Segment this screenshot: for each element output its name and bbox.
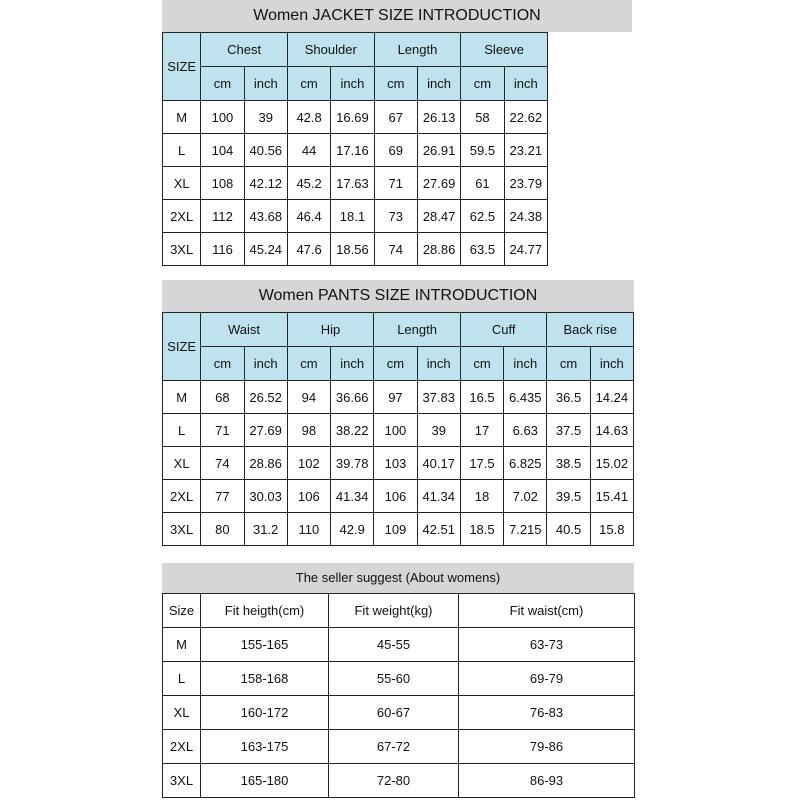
value-cell: 15.02	[590, 447, 633, 480]
pants-unit-cm: cm	[460, 347, 503, 381]
value-cell: 18.1	[331, 200, 374, 233]
value-cell: 46.4	[287, 200, 330, 233]
value-cell: 38.22	[331, 414, 374, 447]
value-cell: 40.5	[547, 513, 590, 546]
size-cell: L	[163, 134, 201, 167]
table-row	[163, 730, 635, 764]
value-cell: 31.2	[244, 513, 287, 546]
value-cell: 18	[460, 480, 503, 513]
size-cell: 3XL	[163, 764, 201, 798]
table-row	[163, 101, 548, 134]
pants-size-header: SIZE	[163, 313, 201, 381]
suggest-header-1: Fit heigth(cm)	[201, 594, 329, 628]
pants-size-section	[162, 280, 634, 546]
value-cell: 112	[201, 200, 244, 233]
pants-unit-cm: cm	[287, 347, 330, 381]
value-cell: 42.8	[287, 101, 330, 134]
value-cell: 36.5	[547, 381, 590, 414]
value-cell: 28.86	[417, 233, 460, 266]
size-cell: 2XL	[163, 730, 201, 764]
table-row	[163, 513, 634, 546]
jacket-header-chest: Chest	[201, 33, 288, 67]
value-cell: 7.02	[504, 480, 547, 513]
jacket-unit-cm: cm	[201, 67, 244, 101]
value-cell: 42.12	[244, 167, 287, 200]
value-cell: 41.34	[331, 480, 374, 513]
value-cell: 14.24	[590, 381, 633, 414]
value-cell: 39.5	[547, 480, 590, 513]
value-cell: 110	[287, 513, 330, 546]
value-cell: 160-172	[201, 696, 329, 730]
value-cell: 6.63	[504, 414, 547, 447]
pants-unit-inch: inch	[244, 347, 287, 381]
value-cell: 58	[461, 101, 504, 134]
value-cell: 45.24	[244, 233, 287, 266]
value-cell: 17.16	[331, 134, 374, 167]
pants-unit-inch: inch	[331, 347, 374, 381]
value-cell: 17	[460, 414, 503, 447]
table-row	[163, 200, 548, 233]
value-cell: 158-168	[201, 662, 329, 696]
suggest-title: The seller suggest (About womens)	[162, 563, 634, 593]
size-cell: 3XL	[163, 513, 201, 546]
value-cell: 76-83	[459, 696, 635, 730]
pants-unit-cm: cm	[201, 347, 244, 381]
value-cell: 67	[374, 101, 417, 134]
suggest-header-2: Fit weight(kg)	[329, 594, 459, 628]
jacket-title: Women JACKET SIZE INTRODUCTION	[162, 0, 632, 32]
size-cell: M	[163, 381, 201, 414]
table-row	[163, 696, 635, 730]
value-cell: 16.5	[460, 381, 503, 414]
value-cell: 38.5	[547, 447, 590, 480]
value-cell: 60-67	[329, 696, 459, 730]
value-cell: 27.69	[244, 414, 287, 447]
value-cell: 69	[374, 134, 417, 167]
value-cell: 43.68	[244, 200, 287, 233]
value-cell: 6.825	[504, 447, 547, 480]
value-cell: 61	[461, 167, 504, 200]
size-cell: 3XL	[163, 233, 201, 266]
value-cell: 36.66	[331, 381, 374, 414]
value-cell: 97	[374, 381, 417, 414]
pants-unit-inch: inch	[504, 347, 547, 381]
table-row	[163, 662, 635, 696]
value-cell: 165-180	[201, 764, 329, 798]
value-cell: 30.03	[244, 480, 287, 513]
pants-header-hip: Hip	[287, 313, 374, 347]
jacket-unit-inch: inch	[417, 67, 460, 101]
size-cell: M	[163, 628, 201, 662]
size-cell: 2XL	[163, 480, 201, 513]
value-cell: 26.91	[417, 134, 460, 167]
value-cell: 18.5	[460, 513, 503, 546]
value-cell: 40.56	[244, 134, 287, 167]
value-cell: 37.83	[417, 381, 460, 414]
value-cell: 17.5	[460, 447, 503, 480]
value-cell: 98	[287, 414, 330, 447]
value-cell: 26.52	[244, 381, 287, 414]
value-cell: 62.5	[461, 200, 504, 233]
size-cell: L	[163, 414, 201, 447]
value-cell: 26.13	[417, 101, 460, 134]
size-cell: XL	[163, 696, 201, 730]
value-cell: 45.2	[287, 167, 330, 200]
seller-suggest-section	[162, 563, 634, 798]
pants-title: Women PANTS SIZE INTRODUCTION	[162, 280, 634, 312]
value-cell: 39.78	[331, 447, 374, 480]
pants-unit-inch: inch	[417, 347, 460, 381]
table-row	[163, 167, 548, 200]
value-cell: 14.63	[590, 414, 633, 447]
value-cell: 17.63	[331, 167, 374, 200]
suggest-header-0: Size	[163, 594, 201, 628]
jacket-unit-cm: cm	[287, 67, 330, 101]
value-cell: 42.51	[417, 513, 460, 546]
size-cell: 2XL	[163, 200, 201, 233]
value-cell: 72-80	[329, 764, 459, 798]
value-cell: 71	[374, 167, 417, 200]
value-cell: 163-175	[201, 730, 329, 764]
jacket-size-header: SIZE	[163, 33, 201, 101]
value-cell: 100	[374, 414, 417, 447]
table-row	[163, 233, 548, 266]
value-cell: 68	[201, 381, 244, 414]
value-cell: 23.21	[504, 134, 547, 167]
pants-header-length: Length	[374, 313, 461, 347]
table-row	[163, 414, 634, 447]
value-cell: 74	[201, 447, 244, 480]
value-cell: 24.38	[504, 200, 547, 233]
value-cell: 116	[201, 233, 244, 266]
jacket-unit-inch: inch	[331, 67, 374, 101]
value-cell: 100	[201, 101, 244, 134]
value-cell: 106	[374, 480, 417, 513]
table-row	[163, 134, 548, 167]
value-cell: 80	[201, 513, 244, 546]
value-cell: 59.5	[461, 134, 504, 167]
value-cell: 37.5	[547, 414, 590, 447]
value-cell: 39	[244, 101, 287, 134]
value-cell: 63.5	[461, 233, 504, 266]
size-cell: XL	[163, 447, 201, 480]
value-cell: 73	[374, 200, 417, 233]
value-cell: 23.79	[504, 167, 547, 200]
suggest-header-3: Fit waist(cm)	[459, 594, 635, 628]
jacket-size-table	[162, 32, 548, 266]
jacket-header-shoulder: Shoulder	[287, 33, 374, 67]
value-cell: 7.215	[504, 513, 547, 546]
value-cell: 44	[287, 134, 330, 167]
value-cell: 74	[374, 233, 417, 266]
value-cell: 71	[201, 414, 244, 447]
table-row	[163, 628, 635, 662]
value-cell: 28.47	[417, 200, 460, 233]
value-cell: 28.86	[244, 447, 287, 480]
value-cell: 108	[201, 167, 244, 200]
value-cell: 18.56	[331, 233, 374, 266]
jacket-unit-cm: cm	[374, 67, 417, 101]
value-cell: 106	[287, 480, 330, 513]
pants-unit-cm: cm	[374, 347, 417, 381]
jacket-header-sleeve: Sleeve	[461, 33, 548, 67]
table-row	[163, 381, 634, 414]
value-cell: 24.77	[504, 233, 547, 266]
table-row	[163, 447, 634, 480]
value-cell: 67-72	[329, 730, 459, 764]
table-row	[163, 480, 634, 513]
pants-unit-inch: inch	[590, 347, 633, 381]
jacket-size-section	[162, 0, 632, 266]
value-cell: 63-73	[459, 628, 635, 662]
pants-header-cuff: Cuff	[460, 313, 547, 347]
value-cell: 79-86	[459, 730, 635, 764]
pants-header-waist: Waist	[201, 313, 288, 347]
seller-suggest-table	[162, 593, 635, 798]
value-cell: 15.8	[590, 513, 633, 546]
value-cell: 16.69	[331, 101, 374, 134]
value-cell: 94	[287, 381, 330, 414]
value-cell: 104	[201, 134, 244, 167]
value-cell: 22.62	[504, 101, 547, 134]
jacket-unit-cm: cm	[461, 67, 504, 101]
size-cell: XL	[163, 167, 201, 200]
jacket-unit-inch: inch	[504, 67, 547, 101]
pants-header-back-rise: Back rise	[547, 313, 634, 347]
value-cell: 69-79	[459, 662, 635, 696]
value-cell: 39	[417, 414, 460, 447]
value-cell: 40.17	[417, 447, 460, 480]
value-cell: 6.435	[504, 381, 547, 414]
jacket-unit-inch: inch	[244, 67, 287, 101]
size-cell: M	[163, 101, 201, 134]
pants-unit-cm: cm	[547, 347, 590, 381]
value-cell: 15.41	[590, 480, 633, 513]
value-cell: 55-60	[329, 662, 459, 696]
jacket-header-length: Length	[374, 33, 461, 67]
value-cell: 103	[374, 447, 417, 480]
value-cell: 27.69	[417, 167, 460, 200]
value-cell: 77	[201, 480, 244, 513]
value-cell: 47.6	[287, 233, 330, 266]
pants-size-table	[162, 312, 634, 546]
value-cell: 42.9	[331, 513, 374, 546]
value-cell: 45-55	[329, 628, 459, 662]
value-cell: 41.34	[417, 480, 460, 513]
value-cell: 86-93	[459, 764, 635, 798]
value-cell: 155-165	[201, 628, 329, 662]
value-cell: 102	[287, 447, 330, 480]
table-row	[163, 764, 635, 798]
value-cell: 109	[374, 513, 417, 546]
size-cell: L	[163, 662, 201, 696]
